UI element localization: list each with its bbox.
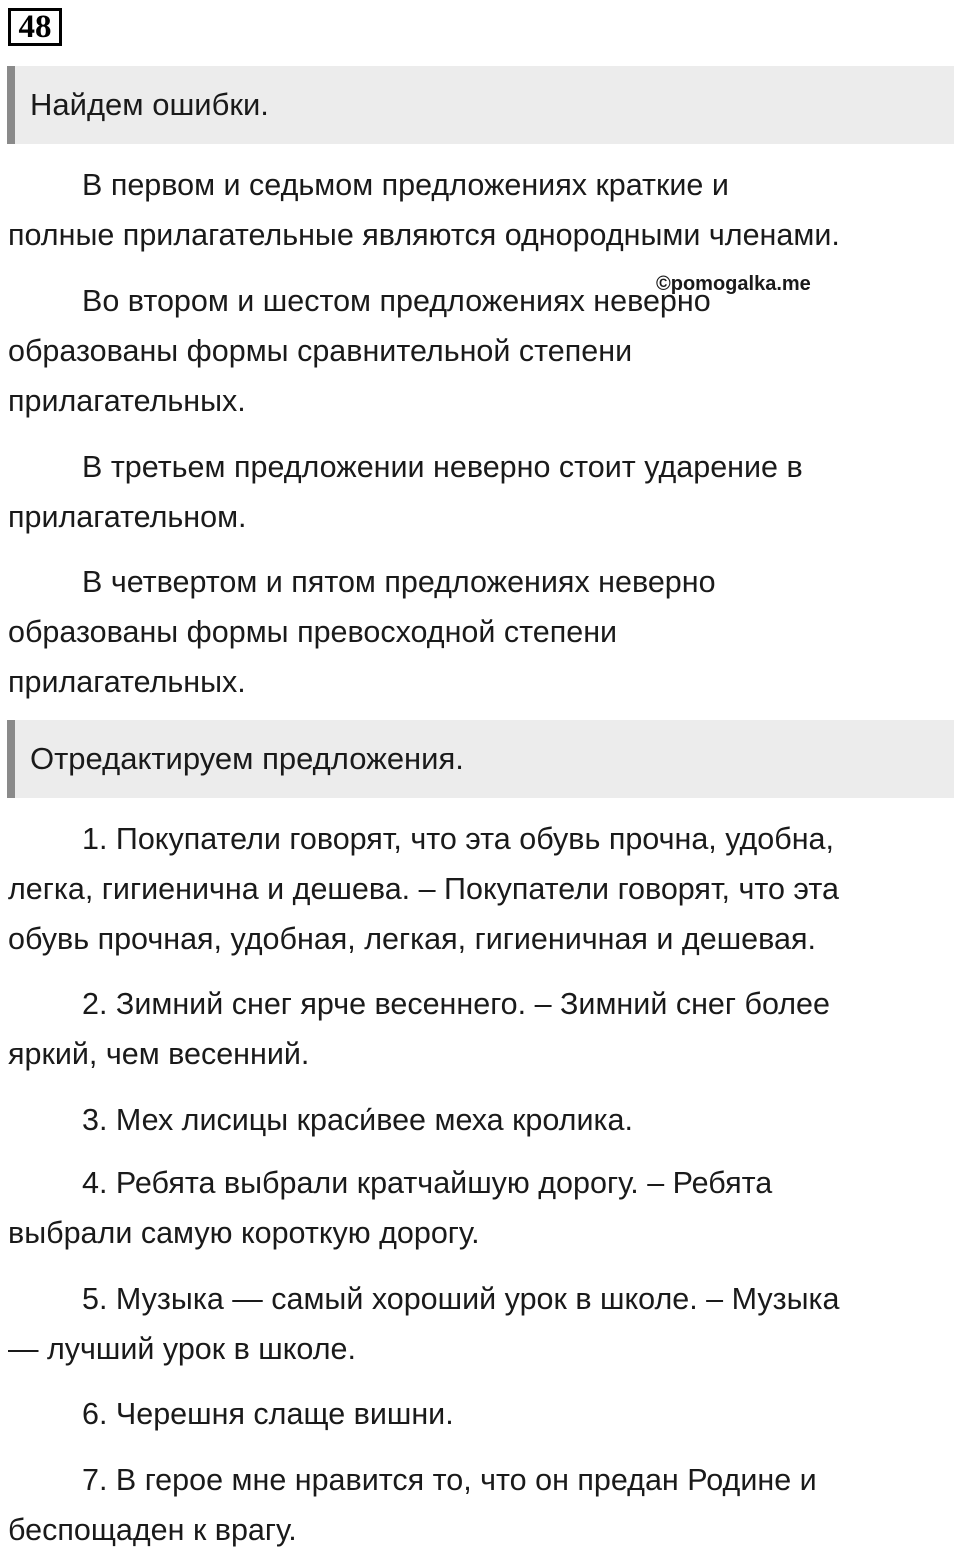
paragraph-line: обувь прочная, удобная, легкая, гигиеничная и дешевая. <box>8 922 816 956</box>
paragraph-3 <box>8 442 948 542</box>
paragraph-line: В четвертом и пятом предложениях неверно <box>82 565 716 599</box>
paragraph-2 <box>8 276 948 426</box>
sentence-4 <box>8 1158 948 1258</box>
paragraph-1 <box>8 160 948 260</box>
paragraph-line: 6. Черешня слаще вишни. <box>82 1397 454 1431</box>
paragraph-line: 1. Покупатели говорят, что эта обувь прочна, удобна, <box>82 822 834 856</box>
paragraph-line: Во втором и шестом предложениях неверно <box>82 284 711 318</box>
sentence-7 <box>8 1455 948 1555</box>
paragraph-4 <box>8 557 948 707</box>
paragraph-line: 5. Музыка — самый хороший урок в школе. – Музыка <box>82 1282 840 1316</box>
sentence-5 <box>8 1274 948 1374</box>
section-header-edit-sentences: Отредактируем предложения. <box>7 720 954 798</box>
paragraph-line: 3. Мех лисицы краси́вее меха кролика. <box>82 1103 633 1137</box>
paragraph-line: В первом и седьмом предложениях краткие и <box>82 168 729 202</box>
paragraph-line: образованы формы превосходной степени <box>8 615 618 649</box>
watermark: ©pomogalka.me <box>656 273 811 295</box>
paragraph-line: легка, гигиенична и дешева. – Покупатели говорят, что эта <box>8 872 839 906</box>
sentence-2 <box>8 979 948 1079</box>
sentence-1 <box>8 814 948 964</box>
paragraph-line: яркий, чем весенний. <box>8 1037 310 1071</box>
task-number: 48 <box>8 8 62 46</box>
sentence-6 <box>8 1389 948 1439</box>
paragraph-line: выбрали самую короткую дорогу. <box>8 1216 480 1250</box>
paragraph-line: 7. В герое мне нравится то, что он предан Родине и <box>82 1463 817 1497</box>
paragraph-line: 4. Ребята выбрали кратчайшую дорогу. – Ребята <box>82 1166 773 1200</box>
section-header-find-errors: Найдем ошибки. <box>7 66 954 144</box>
paragraph-line: прилагательном. <box>8 500 247 534</box>
paragraph-line: В третьем предложении неверно стоит ударение в <box>82 450 803 484</box>
paragraph-line: полные прилагательные являются однородными членами. <box>8 218 840 252</box>
paragraph-line: прилагательных. <box>8 665 246 699</box>
paragraph-line: — лучший урок в школе. <box>8 1332 356 1366</box>
paragraph-line: 2. Зимний снег ярче весеннего. – Зимний снег более <box>82 987 830 1021</box>
paragraph-line: прилагательных. <box>8 384 246 418</box>
sentence-3 <box>8 1095 948 1145</box>
paragraph-line: беспощаден к врагу. <box>8 1513 297 1547</box>
paragraph-line: образованы формы сравнительной степени <box>8 334 633 368</box>
